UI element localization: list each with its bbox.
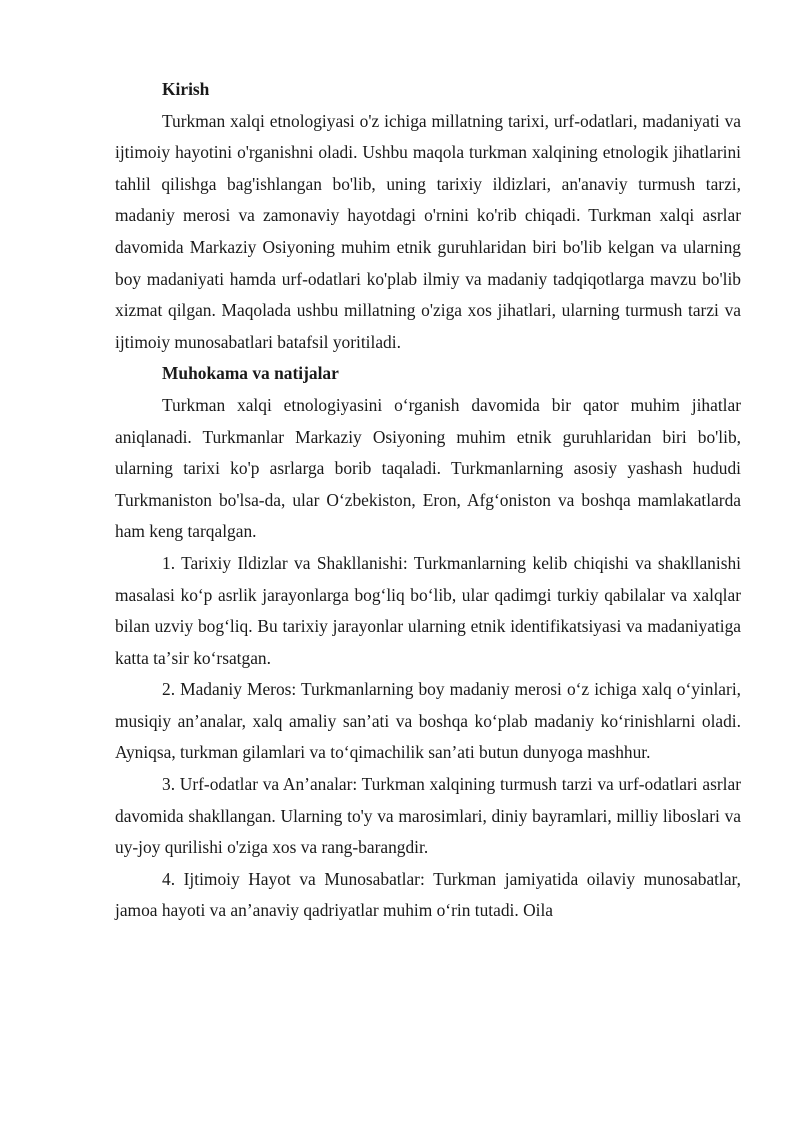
point-paragraph-1: 1. Tarixiy Ildizlar va Shakllanishi: Turkmanlarning kelib chiqishi va shakllanishi masalasi koʻp asrlik jarayonlarga bogʻliq boʻlib, ular qadimgi turkiy qabilalar va xalqlar bilan uzviy bogʻliq. Bu tarixiy jarayonlar ularning etnik identifikatsiyasi va madaniyatiga katta taʼsir koʻrsatgan. xyxy=(115,552,741,668)
intro-paragraph: Turkman xalqi etnologiyasi o'z ichiga millatning tarixi, urf-odatlari, madaniyati va ijtimoiy hayotini o'rganishni oladi. Ushbu maqola turkman xalqining etnologik jihatlarini tahlil qilishga bag'ishlangan bo'lib, uning tarixiy ildizlari, an'anaviy turmush tarzi, madaniy merosi va zamonaviy hayotdagi o'rnini ko'rib chiqadi. Turkman xalqi asrlar davomida Markaziy Osiyoning muhim etnik guruhlaridan biri bo'lib kelgan va ularning boy madaniyati hamda urf-odatlari ko'plab ilmiy va madaniy tadqiqotlarga mavzu bo'lib xizmat qilgan. Maqolada ushbu millatning o'ziga xos jihatlari, ularning turmush tarzi va ijtimoiy munosabatlari batafsil yoritiladi. xyxy=(115,110,741,352)
point-paragraph-3: 3. Urf-odatlar va Anʼanalar: Turkman xalqining turmush tarzi va urf-odatlari asrlar davomida shakllangan. Ularning to'y va marosimlari, diniy bayramlari, milliy liboslari va uy-joy qurilishi o'ziga xos va rang-barangdir. xyxy=(115,774,741,858)
document-body xyxy=(115,74,741,927)
section-heading-discussion: Muhokama va natijalar xyxy=(162,363,339,384)
point-paragraph-4: 4. Ijtimoiy Hayot va Munosabatlar: Turkman jamiyatida oilaviy munosabatlar, jamoa hayoti va anʼanaviy qadriyatlar muhim oʻrin tutadi. Oila xyxy=(115,868,741,921)
point-paragraph-2: 2. Madaniy Meros: Turkmanlarning boy madaniy merosi oʻz ichiga xalq oʻyinlari, musiqiy anʼanalar, xalq amaliy sanʼati va boshqa koʻplab madaniy koʻrinishlarni oladi. Ayniqsa, turkman gilamlari va toʻqimachilik sanʼati butun dunyoga mashhur. xyxy=(115,679,741,763)
discussion-paragraph: Turkman xalqi etnologiyasini oʻrganish davomida bir qator muhim jihatlar aniqlanadi. Turkmanlar Markaziy Osiyoning muhim etnik guruhlaridan biri bo'lib, ularning tarixi ko'p asrlarga borib taqaladi. Turkmanlarning asosiy yashash hududi Turkmaniston bo'lsa-da, ular Oʻzbekiston, Eron, Afgʻoniston va boshqa mamlakatlarda ham keng tarqalgan. xyxy=(115,394,741,542)
section-heading-intro: Kirish xyxy=(162,79,210,99)
